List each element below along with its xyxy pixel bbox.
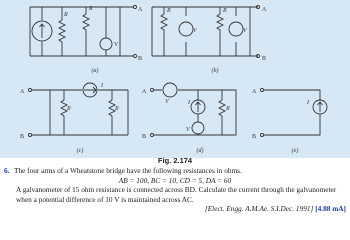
sublabel-c: (c) — [76, 148, 84, 154]
sublabel-e: (e) — [291, 148, 299, 154]
node-a-b: A — [262, 7, 267, 13]
label-r1: R — [64, 12, 68, 18]
sublabel-d: (d) — [196, 148, 204, 154]
node-a-d: A — [142, 89, 147, 95]
label-r2: R — [89, 6, 93, 12]
node-b-d: B — [142, 134, 147, 140]
source-citation: [Elect. Engg. A.M.Ae. S.I.Dec. 1991] — [204, 204, 314, 214]
circuit-d — [142, 83, 236, 154]
node-b-b: B — [262, 56, 267, 62]
problem-statement — [4, 166, 346, 176]
resistor-icon — [217, 7, 223, 56]
voltage-source-icon — [229, 22, 243, 36]
resistor-icon — [61, 90, 67, 135]
sublabel-b: (b) — [211, 68, 219, 74]
label-r2-c: R — [115, 106, 119, 112]
voltmeter-icon — [100, 38, 112, 50]
resistor-icon — [83, 7, 89, 56]
voltage-source-icon — [179, 22, 193, 36]
resistor-icon — [161, 7, 167, 56]
label-v: V — [114, 42, 119, 48]
circuit-a — [30, 6, 143, 75]
sublabel-a: (a) — [91, 68, 99, 74]
label-i-c: I — [101, 83, 103, 89]
problem-source — [4, 204, 346, 214]
problem-text-2: A galvanometer of 15 ohm resistance is connected across BD. Calculate the current through the galvanometer when a potential difference of 10 V is maintained across AC. — [16, 185, 337, 204]
resistor-icon — [219, 90, 225, 135]
circuit-b — [152, 6, 267, 75]
resistance-values: AB = 100, BC = 10, CD = 5, DA = 60 — [118, 175, 232, 185]
problem-number: 6. — [4, 166, 10, 175]
label-v2: V — [243, 28, 247, 34]
node-a-e: A — [252, 89, 257, 95]
node-b-e: B — [252, 134, 257, 140]
problem-text: The four arms of a Wheatstone bridge have the following resistances in ohms. — [14, 166, 242, 175]
voltage-source-icon — [192, 122, 204, 134]
label-i-e: I — [307, 100, 309, 106]
problem-block — [4, 166, 346, 214]
voltage-source-icon — [163, 83, 177, 97]
label-r1-c: R — [67, 106, 71, 112]
label-r2-b: R — [223, 8, 227, 14]
label-v2-d: V — [186, 127, 190, 133]
circuit-c — [20, 83, 128, 154]
node-a: A — [138, 7, 143, 13]
node-b: B — [138, 56, 143, 62]
circuit-e — [252, 89, 327, 155]
label-v1: V — [193, 28, 197, 34]
node-b-c: B — [20, 134, 25, 140]
label-v1-d: V — [165, 99, 169, 105]
label-r-d: R — [226, 106, 230, 112]
answer: [4.88 mA] — [315, 204, 346, 214]
resistor-icon — [109, 90, 115, 135]
figure-caption: Fig. 2.174 — [157, 156, 193, 165]
label-r1-b: R — [167, 8, 171, 14]
node-a-c: A — [20, 89, 25, 95]
label-i-d: I — [188, 100, 190, 106]
